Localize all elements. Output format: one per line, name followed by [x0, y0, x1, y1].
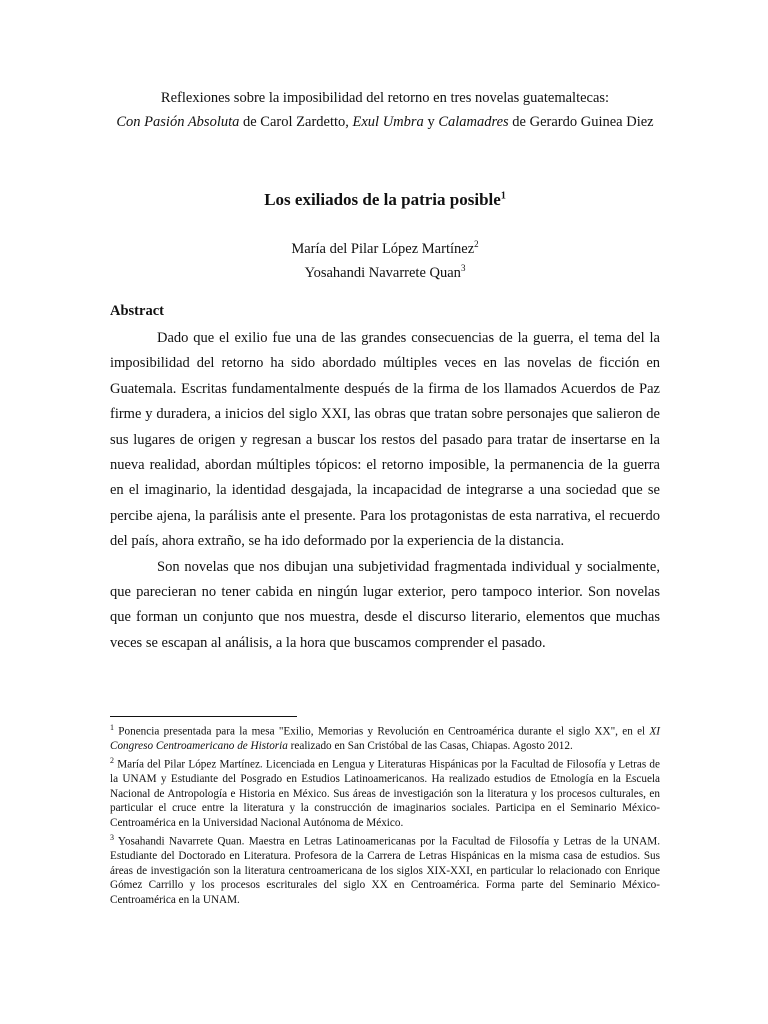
- author-footnote-ref[interactable]: 3: [460, 262, 466, 273]
- author-block: [110, 235, 660, 283]
- footnote-number: 2: [110, 755, 114, 765]
- author-name: María del Pilar López Martínez: [291, 240, 475, 257]
- paper-title: [110, 190, 660, 210]
- author-footnote-ref[interactable]: 2: [474, 239, 479, 249]
- title-footnote-ref[interactable]: 1: [500, 190, 506, 202]
- footnote-number: 3: [110, 832, 114, 842]
- header-and: y: [423, 114, 439, 130]
- paper-header: [110, 86, 660, 134]
- header-line1: Reflexiones sobre la imposibilidad del retorno en tres novelas guatemaltecas:: [160, 90, 610, 106]
- footnote-2: [110, 754, 660, 831]
- abstract-paragraph: Dado que el exilio fue una de las grandes consecuencias de la guerra, el tema del la imposibilidad del retorno ha sido abordado múltiples veces en las novelas de ficción en Guatemala. Escritas fundamentalmente después de la firma de los llamados Acuerdos de Paz firme y duradera, a inicios del siglo XXI, las obras que tratan sobre personajes que salieron de sus lugares de origen y regresan a buscar los restos del pasado para tratar de insertarse en la nueva realidad, abordan múltiples tópicos: el retorno imposible, la permanencia de la guerra en el imaginario, la identidad desgajada, la incapacidad de integrarse a una sociedad que se percibe ajena, la parálisis ante el presente. Para los protagonistas de esta narrativa, el recuerdo del país, ahora extraño, se ha ido deformado por la experiencia de la distancia.: [110, 330, 660, 550]
- footnote-number: 1: [110, 723, 114, 732]
- footnotes: [110, 721, 660, 907]
- congress-name: XI Congreso Centroamericano de Historia: [110, 725, 660, 753]
- footnote-separator: [110, 716, 297, 717]
- footnote-text: realizado en San Cristóbal de las Casas, Chiapas. Agosto 2012.: [287, 740, 573, 753]
- author-name: Yosahandi Navarrete Quan: [304, 264, 461, 281]
- footnote-text: Ponencia presentada para la mesa "Exilio, Memorias y Revolución en Centroamérica durante el siglo XX", en el: [114, 725, 650, 738]
- novel-title-1: Con Pasión Absoluta: [116, 114, 240, 130]
- author-2: [110, 259, 660, 283]
- footnote-text: Yosahandi Navarrete Quan. Maestra en Letras Latinoamericanas por la Facultad de Filosofía y Letras de la UNAM. Estudiante del Doctorado en Literatura. Profesora de la Carrera de Letras Hispánicas en la misma casa de estudios. Sus áreas de investigación son la literatura centroamericana de los siglos XIX-XXI, en particular lo relacionado con Enrique Gómez Carrillo y los procesos escriturales del siglo XX en Centroamérica. Forma parte del Seminario México- Centroamérica en la UNAM.: [110, 835, 660, 906]
- abstract-heading: Abstract: [110, 303, 164, 319]
- author-1: [110, 235, 660, 259]
- abstract-body: [110, 326, 660, 656]
- abstract-paragraph: Son novelas que nos dibujan una subjetividad fragmentada individual y socialmente, que parecieran no tener cabida en ningún lugar exterior, pero tampoco interior. Son novelas que forman un conjunto que nos muestra, desde el discurso literario, elementos que muchas veces se escapan al análisis, a la hora que buscamos comprender el pasado.: [110, 558, 660, 651]
- novel-title-3: Calamadres: [438, 114, 509, 130]
- header-author1: de Carol Zardetto,: [239, 114, 353, 130]
- novel-title-2: Exul Umbra: [352, 114, 424, 130]
- footnote-text: María del Pilar López Martínez. Licenciada en Lengua y Literaturas Hispánicas por la Facultad de Filosofía y Letras de la UNAM y Estudiante del Posgrado en Estudios Latinoamericanos. Ha realizado estudios de Etnología en la Escuela Nacional de Antropología e Historia en México. Sus áreas de investigación son la literatura y los procesos culturales, en particular el cruce entre la literatura y la construcción de imaginarios sociales. Participa en el Seminario México- Centroamérica en la Universidad Nacional Autónoma de México.: [110, 758, 660, 830]
- title-text: Los exiliados de la patria posible: [264, 190, 501, 209]
- footnote-3: [110, 831, 660, 908]
- header-author2: de Gerardo Guinea Diez: [508, 114, 654, 130]
- footnote-1: [110, 721, 660, 754]
